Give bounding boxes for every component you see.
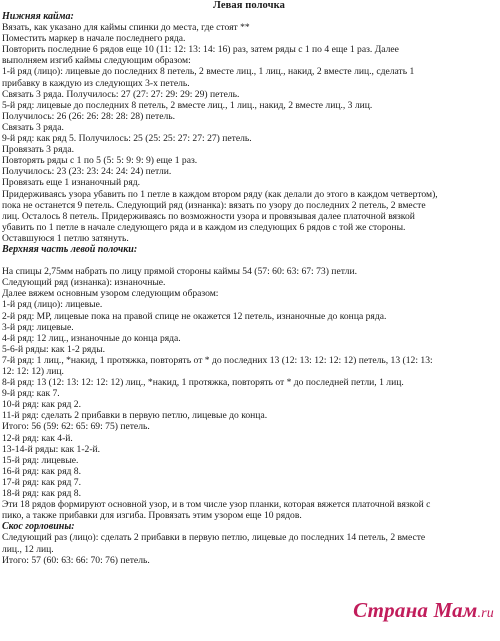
text-line: 12: 12: 12) лиц. xyxy=(2,366,64,377)
text-line: 10-й ряд: как ряд 2. xyxy=(2,399,81,411)
text-line: 2-й ряд: МР, лицевые пока на правой спице не окажется 12 петель, изнаночные до конца ряда. xyxy=(2,310,387,322)
text-line: Повторять ряды с 1 по 5 (5: 5: 9: 9: 9) еще 1 раз. xyxy=(2,155,198,167)
text-line: На спицы 2,75мм набрать по лицу прямой стороны каймы 54 (57: 60: 63: 67: 73) петли. xyxy=(2,266,357,278)
text-line: лиц. Осталось 8 петель. Придерживаясь по возможности узора и провязывая далее платочной вязкой xyxy=(2,210,415,222)
text-line: 3-й ряд: лицевые. xyxy=(2,321,74,333)
text-line: 5-й ряд: лицевые до последних 8 петель, 2 вместе лиц., 1 лиц., накид, 2 вместе лиц., 3 лиц. xyxy=(2,99,373,111)
text-line: Итого: 56 (59: 62: 65: 69: 75) петель. xyxy=(2,421,150,433)
text-line: Придерживаясь узора убавить по 1 петле в каждом втором ряду (как делали до этого в каждом четвертом), xyxy=(2,188,438,200)
text-line: 12-й ряд: как 4-й. xyxy=(2,432,73,444)
text-line: Вязать, как указано для каймы спинки до места, где стоят ** xyxy=(2,22,250,34)
text-line: 15-й ряд: лицевые. xyxy=(2,454,79,466)
text-line: Получилось: 26 (26: 26: 28: 28: 28) петель. xyxy=(2,110,176,122)
text-line: 9-й ряд: как 7. xyxy=(2,388,60,400)
text-line: убавить по 1 петле в начале следующего ряда и в каждом из следующих 6 рядов с той же стороны. xyxy=(2,221,406,233)
text-line: 17-й ряд: как ряд 7. xyxy=(2,476,81,488)
text-line: Провязать 3 ряда. xyxy=(2,144,75,156)
text-line: Повторить последние 6 рядов еще 10 (11: 12: 13: 14: 16) раз, затем ряды с 1 по 4 еще 1 раз. Далее xyxy=(2,44,399,56)
text-line: 7-й ряд: 1 лиц., *накид, 1 протяжка, повторять от * до последних 13 (12: 13: 12: 12: 12) петель, 13 (12: 13: xyxy=(2,354,433,366)
text-line: 18-й ряд: как ряд 8. xyxy=(2,488,81,500)
text-line: Эти 18 рядов формируют основной узор, и в том числе узор планки, которая вяжется платочной вязкой с xyxy=(2,499,431,511)
watermark-suffix: .ru xyxy=(477,606,494,621)
text-line: пока не останется 9 петель. Следующий ряд (изнанка): вязать по узору до последних 2 петель, 2 вместе xyxy=(2,199,426,211)
section-heading: Нижняя кайма: xyxy=(2,11,74,22)
text-line: 1-й ряд (лицо): лицевые до последних 8 петель, 2 вместе лиц., 1 лиц., накид, 2 вместе лиц., сделать 1 xyxy=(2,66,415,78)
blank-line xyxy=(2,255,496,266)
text-line: 13-14-й ряды: как 1-2-й. xyxy=(2,443,101,455)
text-line: Оставшуюся 1 петлю затянуть. xyxy=(2,232,129,244)
text-line: Связать 3 ряда. Получилось: 27 (27: 27: 29: 29: 29) петель. xyxy=(2,88,240,100)
text-line: лиц., 12 лиц. xyxy=(2,543,54,555)
page-title: Левая полочка xyxy=(212,0,286,11)
text-line: Далее вяжем основным узором следующим образом: xyxy=(2,288,219,300)
text-line: Связать 3 ряда. xyxy=(2,121,64,133)
watermark-text: Страна Мам xyxy=(353,598,478,622)
section-heading: Верхняя часть левой полочки: xyxy=(2,243,138,255)
text-line: выполняем изгиб каймы следующим образом: xyxy=(2,55,191,67)
document-page xyxy=(2,0,496,566)
text-line: 9-й ряд: как ряд 5. Получилось: 25 (25: 25: 27: 27: 27) петель. xyxy=(2,133,252,145)
text-line: Получилось: 23 (23: 23: 24: 24: 24) петли. xyxy=(2,166,172,178)
text-line: Следующий раз (лицо): сделать 2 прибавки в первую петлю, лицевые до последних 14 петель, 2 вместе xyxy=(2,532,426,544)
text-line: Следующий ряд (изнанка): изнаночные. xyxy=(2,277,166,289)
text-line: прибавку в каждую из следующих 3-х петель. xyxy=(2,77,190,89)
text-line: 16-й ряд: как ряд 8. xyxy=(2,465,81,477)
section-heading: Скос горловины: xyxy=(2,521,75,533)
text-line: 8-й ряд: 13 (12: 13: 12: 12: 12) лиц., *накид, 1 протяжка, повторять от * до последней петли, 1 лиц. xyxy=(2,377,404,389)
text-line: 4-й ряд: 12 лиц., изнаночные до конца ряда. xyxy=(2,332,181,344)
text-line: 1-й ряд (лицо): лицевые. xyxy=(2,299,103,311)
text-line: Поместить маркер в начале последнего ряда. xyxy=(2,33,186,45)
text-line: Итого: 57 (60: 63: 66: 70: 76) петель. xyxy=(2,554,150,566)
site-watermark xyxy=(353,598,494,623)
document-body xyxy=(2,11,496,566)
text-line: 5-6-й ряды: как 1-2 ряды. xyxy=(2,343,106,355)
text-line: 11-й ряд: сделать 2 прибавки в первую петлю, лицевые до конца. xyxy=(2,410,268,422)
text-line: Провязать еще 1 изнаночный ряд. xyxy=(2,177,141,189)
text-line: пико, а также прибавки для изгиба. Провязать этим узором еще 10 рядов. xyxy=(2,510,302,522)
